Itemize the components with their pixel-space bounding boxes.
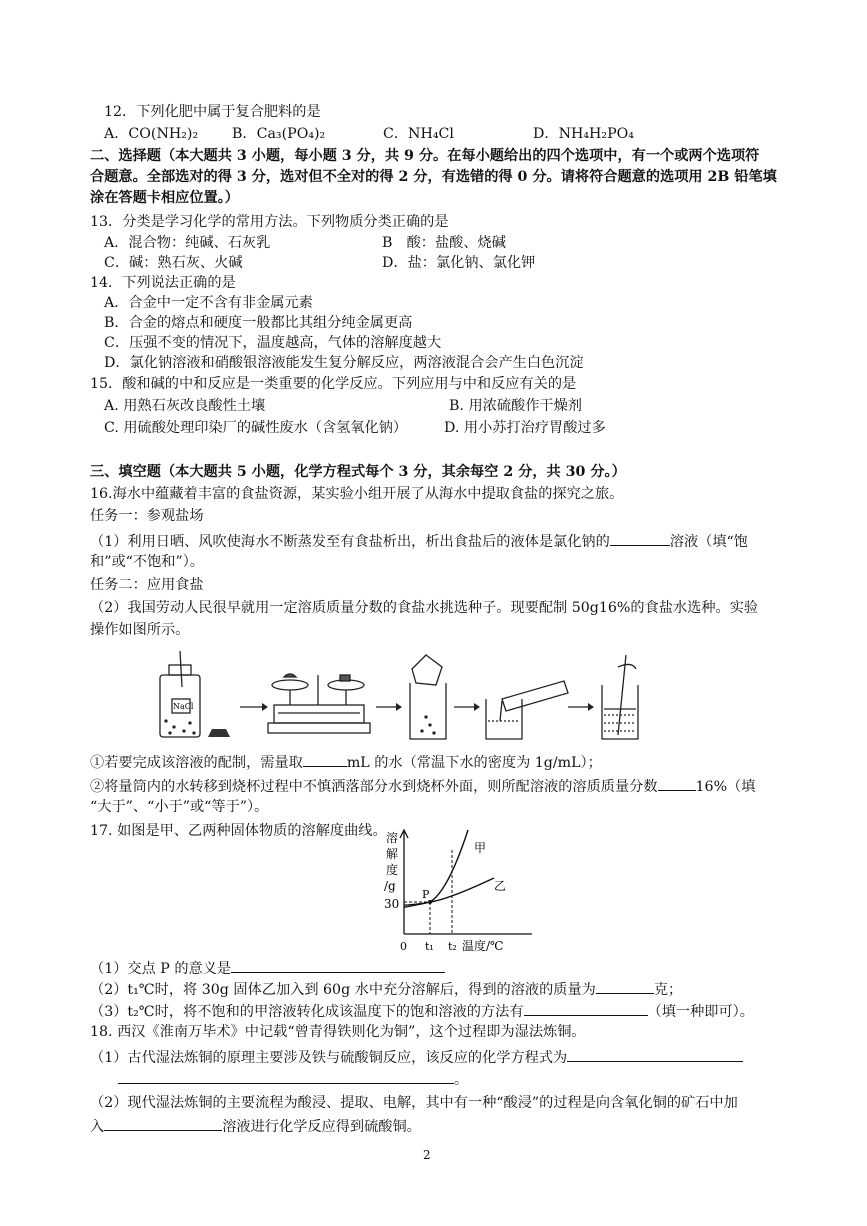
x-tick-t2: t₂ — [448, 940, 457, 953]
section2-instructions-line3: 涂在答题卡相应位置。） — [90, 190, 239, 206]
weight-block — [208, 729, 230, 737]
stirring-beaker — [602, 655, 638, 739]
q16-sub2-text-a: ②将量筒内的水转移到烧杯过程中不慎洒落部分水到烧杯外面，则所配溶液的溶质质量分数 — [90, 779, 658, 795]
q17-part2-text-a: （2）t₁℃时，将 30g 固体乙加入到 60g 水中充分溶解后，得到的溶液的质量为 — [90, 982, 596, 998]
q15-stem: 15．酸和碱的中和反应是一类重要的化学反应。下列应用与中和反应有关的是 — [90, 376, 577, 392]
q12-option-d: D．NH₄H₂PO₄ — [533, 126, 634, 142]
section3-title: 三、填空题（本大题共 5 小题，化学方程式每个 3 分，其余每空 2 分，共 30 分。） — [90, 464, 626, 480]
q14-option-b: B．合金的熔点和硬度一般都比其组分纯金属更高 — [104, 315, 413, 331]
q18-part2-text-b: 溶液进行化学反应得到硫酸铜。 — [222, 1119, 421, 1135]
q17-part2-text-b: 克； — [653, 982, 683, 998]
q18-part1-period: 。 — [454, 1072, 469, 1088]
q18-part1-blank-b[interactable] — [118, 1068, 454, 1084]
y-label-4: /g — [384, 879, 396, 893]
q17-part1 — [90, 957, 445, 979]
solution-preparation-figure — [150, 647, 650, 747]
q17-part3-blank[interactable] — [524, 1000, 648, 1016]
q16-sub2-text-b: 16%（填 — [695, 779, 756, 795]
y-label-1: 溶 — [386, 831, 399, 845]
q14-option-a: A．合金中一定不含有非金属元素 — [104, 295, 313, 311]
arrow-1-icon — [240, 703, 268, 711]
q12-option-b: B．Ca₃(PO₄)₂ — [232, 126, 326, 142]
q16-sub2-line2: “大于”、“小于”或“等于”）。 — [90, 799, 269, 815]
q15-option-d: D. 用小苏打治疗胃酸过多 — [444, 420, 606, 436]
beaker-with-salt — [410, 655, 446, 739]
q16-sub2 — [90, 775, 755, 797]
q13-stem: 13．分类是学习化学的常用方法。下列物质分类正确的是 — [90, 214, 449, 230]
q16-part1-text-a: （1）利用日晒、风吹使海水不断蒸发至有食盐析出，析出食盐后的液体是氯化钠的 — [90, 534, 610, 550]
q16-part1-text-b: 溶液（填“饱 — [669, 534, 748, 550]
series-jia-label: 甲 — [474, 841, 487, 855]
q16-part1-blank[interactable] — [610, 530, 670, 546]
section2-instructions-line2: 合题意。全部选对的得 3 分，选对但不全对的得 2 分，有选错的得 0 分。请将符合题意的选项用 2B 铅笔填 — [90, 169, 777, 185]
q14-stem: 14．下列说法正确的是 — [90, 275, 236, 291]
q18-stem: 18. 西汉《淮南万毕术》中记载“曾青得铁则化为铜”，这个过程即为湿法炼铜。 — [90, 1024, 586, 1040]
q16-intro: 16.海水中蕴藏着丰富的食盐资源，某实验小组开展了从海水中提取食盐的探究之旅。 — [90, 486, 624, 502]
curve-yi — [404, 878, 494, 905]
q18-part1 — [90, 1046, 743, 1068]
pouring-cylinder — [486, 681, 568, 739]
arrow-3-icon — [454, 703, 480, 711]
q17-part2 — [90, 978, 682, 1000]
point-p-label: P — [422, 888, 430, 901]
q13-option-a: A．混合物：纯碱、石灰乳 — [104, 235, 271, 251]
q12-option-a: A．CO(NH₂)₂ — [104, 126, 199, 142]
q16-sub1-text-a: ①若要完成该溶液的配制，需量取 — [90, 755, 303, 771]
y-tick-30: 30 — [384, 897, 400, 911]
q17-part1-text: （1）交点 P 的意义是 — [90, 961, 232, 977]
q17-stem: 17. 如图是甲、乙两种固体物质的溶解度曲线。 — [90, 823, 387, 839]
q17-part3-text-b: （填一种即可）。 — [647, 1004, 754, 1020]
q12-option-c: C．NH₄Cl — [383, 126, 454, 142]
q18-part2-blank[interactable] — [104, 1115, 222, 1131]
q16-part1-line2: 和”或“不饱和”）。 — [90, 554, 204, 570]
origin-label: 0 — [400, 940, 407, 953]
page-number: 2 — [423, 1148, 431, 1162]
q13-option-d: D．盐：氯化钠、氯化钾 — [382, 255, 536, 271]
q16-sub1-blank[interactable] — [303, 751, 347, 767]
q18-part2-text-a: 入 — [90, 1119, 105, 1135]
q18-part1-blank-a[interactable] — [567, 1046, 743, 1062]
q16-sub1-text-b: mL 的水（常温下水的密度为 1g/mL）； — [346, 755, 602, 771]
q18-part1-line2 — [118, 1068, 468, 1090]
q17-part2-blank[interactable] — [596, 978, 654, 994]
q17-part1-blank[interactable] — [231, 957, 445, 973]
series-yi-label: 乙 — [494, 879, 507, 893]
q17-part3 — [90, 1000, 754, 1022]
q16-task2: 任务二：应用食盐 — [90, 577, 204, 593]
q12-stem: 12．下列化肥中属于复合肥料的是 — [104, 104, 321, 120]
q18-part1-text: （1）古代湿法炼铜的原理主要涉及铁与硫酸铜反应，该反应的化学方程式为 — [90, 1050, 568, 1066]
balance-scale — [268, 674, 370, 733]
arrow-2-icon — [376, 703, 402, 711]
solubility-curve-chart — [370, 822, 550, 957]
y-label-3: 度 — [386, 863, 399, 877]
q16-part2-line2: 操作如图所示。 — [90, 622, 190, 638]
q16-part2-line1: （2）我国劳动人民很早就用一定溶质质量分数的食盐水挑选种子。现要配制 50g16%的食盐水选种。实验 — [90, 600, 759, 616]
q15-option-c: C. 用硫酸处理印染厂的碱性废水（含氢氧化钠） — [104, 420, 408, 436]
q16-sub1 — [90, 751, 602, 773]
nacl-label: NaCl — [173, 702, 194, 711]
q15-option-a: A. 用熟石灰改良酸性土壤 — [104, 398, 266, 414]
q14-option-d: D．氯化钠溶液和硝酸银溶液能发生复分解反应，两溶液混合会产生白色沉淀 — [104, 355, 584, 371]
q13-option-b: B 酸：盐酸、烧碱 — [382, 235, 506, 251]
arrow-4-icon — [568, 703, 594, 711]
y-label-2: 解 — [386, 847, 399, 861]
q18-part2-line2 — [90, 1115, 421, 1137]
curve-jia — [404, 830, 468, 907]
q14-option-c: C．压强不变的情况下，温度越高，气体的溶解度越大 — [104, 335, 442, 351]
q13-option-c: C．碱：熟石灰、火碱 — [104, 255, 243, 271]
q16-task1: 任务一：参观盐场 — [90, 508, 204, 524]
nacl-bottle — [160, 651, 200, 737]
q17-part3-text-a: （3）t₂℃时，将不饱和的甲溶液转化成该温度下的饱和溶液的方法有 — [90, 1004, 524, 1020]
section2-instructions-line1: 二、选择题（本大题共 3 小题，每小题 3 分，共 9 分。在每小题给出的四个选项中，有一个或两个选项符 — [90, 148, 760, 164]
q16-part1-line1 — [90, 530, 748, 552]
q16-sub2-blank[interactable] — [658, 775, 696, 791]
q15-option-b: B. 用浓硫酸作干燥剂 — [449, 398, 582, 414]
q18-part2-line1: （2）现代湿法炼铜的主要流程为酸浸、提取、电解，其中有一种“酸浸”的过程是向含氧化铜的矿石中加 — [90, 1095, 738, 1111]
x-tick-t1: t₁ — [425, 940, 434, 953]
x-axis-label: 温度/℃ — [462, 939, 504, 953]
